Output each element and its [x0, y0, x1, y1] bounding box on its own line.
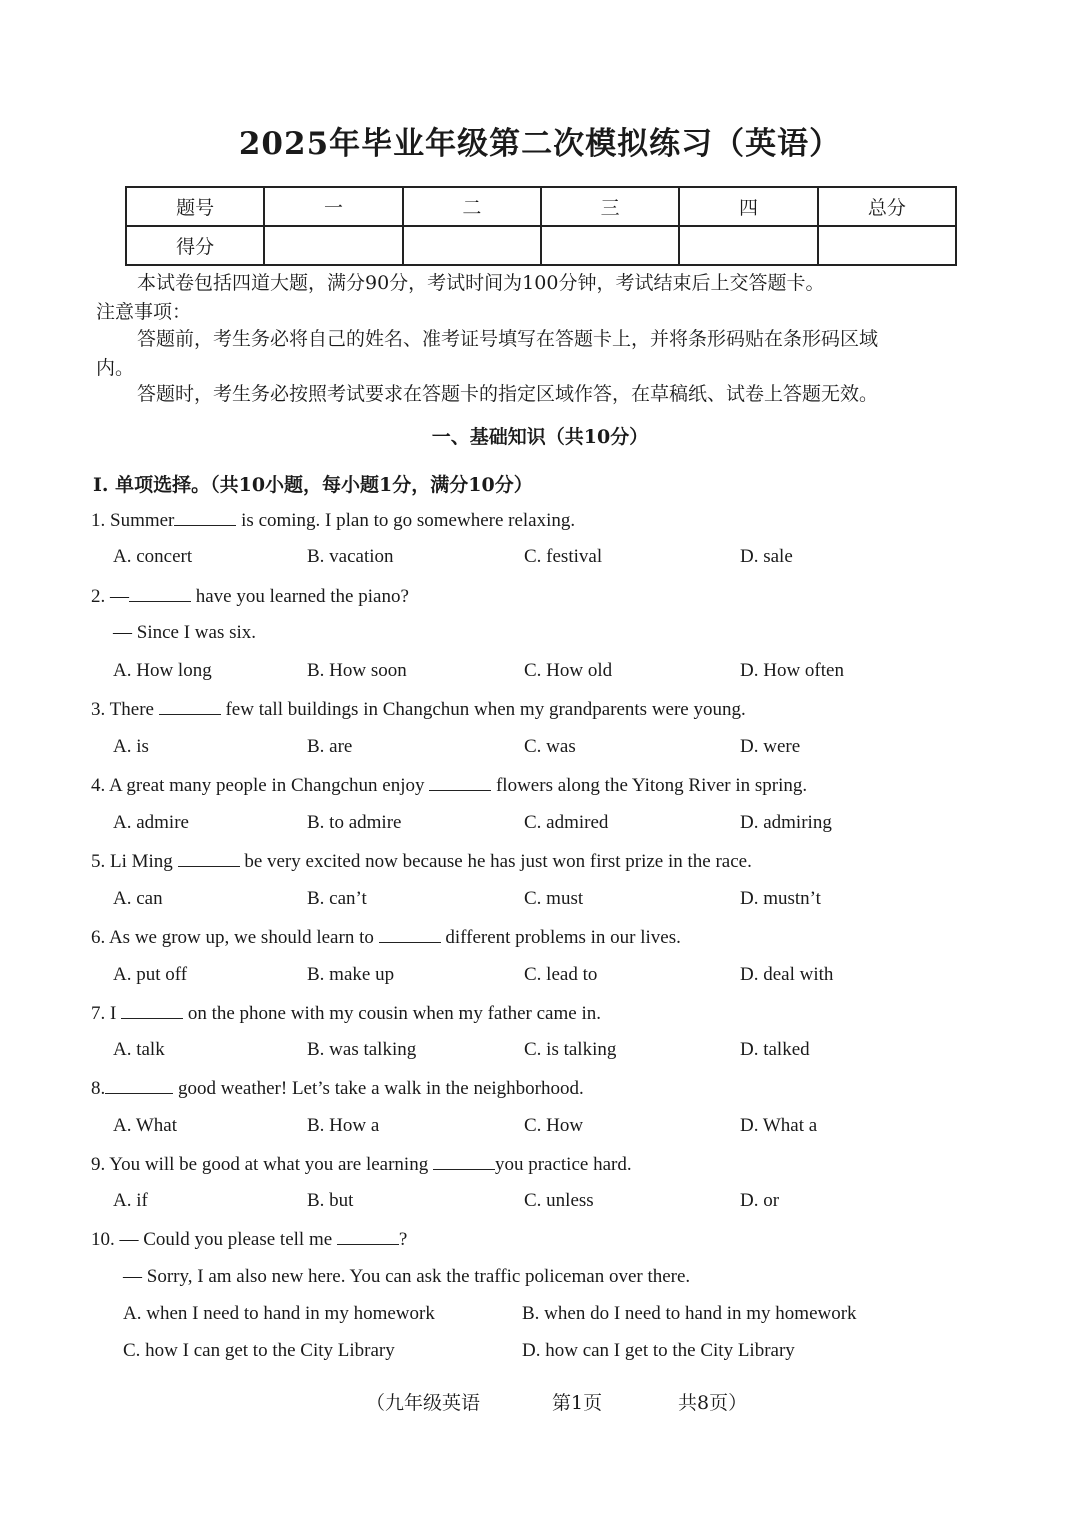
answer-blank [429, 774, 491, 791]
option-d: D. talked [740, 1039, 810, 1060]
option-b: B. but [307, 1190, 354, 1211]
score-cell-3: 三 [541, 187, 679, 226]
option-c: C. How old [524, 660, 613, 681]
answer-blank [105, 1077, 173, 1094]
score-input-cell [264, 226, 402, 265]
option-d: D. admiring [740, 812, 832, 833]
footer-total-pages: 共8页） [678, 1392, 748, 1414]
option-b: B. was talking [307, 1039, 417, 1060]
option-a: A. can [113, 888, 163, 909]
option-c: C. how I can get to the City Library [123, 1340, 395, 1361]
option-d: D. were [740, 736, 801, 757]
question-text: 6. As we grow up, we should learn to [91, 927, 379, 948]
option-d: D. mustn’t [740, 888, 821, 909]
option-a: A. when I need to hand in my homework [123, 1303, 435, 1324]
option-d: D. How often [740, 660, 844, 681]
option-c: C. must [524, 888, 584, 909]
score-table-score-row [126, 226, 956, 265]
option-a: A. concert [113, 546, 193, 567]
footer-subject: （九年级英语 [366, 1392, 481, 1414]
option-d: D. deal with [740, 964, 834, 985]
question-text: have you learned the piano? [191, 586, 409, 607]
question-text: 8. [91, 1078, 106, 1099]
question-text: 1. Summer [91, 510, 175, 531]
question-7 [91, 1002, 601, 1025]
option-c: C. admired [524, 812, 609, 833]
question-text: 5. Li Ming [91, 851, 178, 872]
question-text: 4. A great many people in Changchun enjoy [91, 775, 430, 796]
option-c: C. festival [524, 546, 603, 567]
option-c: C. unless [524, 1190, 594, 1211]
question-text: 3. There [91, 699, 159, 720]
option-a: A. talk [113, 1039, 165, 1060]
option-a: A. if [113, 1190, 148, 1211]
option-b: B. can’t [307, 888, 367, 909]
score-cell-4: 四 [679, 187, 817, 226]
score-input-cell [679, 226, 817, 265]
option-b: B. How soon [307, 660, 407, 681]
question-text: be very excited now because he has just won first prize in the race. [239, 851, 752, 872]
answer-blank [433, 1153, 495, 1170]
part-heading: I. 单项选择。（共10小题，每小题1分，满分10分） [93, 474, 533, 496]
question-6 [91, 926, 681, 949]
footer-page-number: 第1页 [552, 1392, 603, 1414]
answer-blank [337, 1228, 399, 1245]
option-a: A. put off [113, 964, 188, 985]
question-text: different problems in our lives. [440, 927, 681, 948]
score-cell-2: 二 [403, 187, 541, 226]
answer-blank [129, 585, 191, 602]
option-d: D. or [740, 1190, 780, 1211]
score-input-cell [541, 226, 679, 265]
option-a: A. How long [113, 660, 212, 681]
notice-1-continued: 内。 [96, 357, 135, 379]
notice-2: 答题时，考生务必按照考试要求在答题卡的指定区域作答，在草稿纸、试卷上答题无效。 [137, 383, 879, 405]
page-title: 2025年毕业年级第二次模拟练习（英语） [238, 126, 842, 162]
question-10-reply: — Sorry, I am also new here. You can ask the traffic policeman over there. [123, 1266, 691, 1287]
question-text: on the phone with my cousin when my father came in. [183, 1003, 601, 1024]
option-b: B. when do I need to hand in my homework [522, 1303, 857, 1324]
score-table [125, 186, 957, 266]
question-2 [91, 585, 409, 608]
question-text: is coming. I plan to go somewhere relaxing. [236, 510, 576, 531]
option-b: B. vacation [307, 546, 394, 567]
score-cell-1: 一 [264, 187, 402, 226]
option-b: B. are [307, 736, 353, 757]
option-b: B. make up [307, 964, 395, 985]
question-text: you practice hard. [494, 1154, 632, 1175]
notice-1: 答题前，考生务必将自己的姓名、准考证号填写在答题卡上，并将条形码贴在条形码区域 [137, 328, 879, 350]
option-a: A. is [113, 736, 149, 757]
notice-label: 注意事项： [96, 301, 192, 323]
question-3 [91, 698, 746, 721]
question-text: 2. — [91, 586, 129, 607]
option-b: B. How a [307, 1115, 380, 1136]
option-a: A. What [113, 1115, 178, 1136]
option-d: D. sale [740, 546, 793, 567]
answer-blank [121, 1002, 183, 1019]
answer-blank [379, 926, 441, 943]
score-row-label: 得分 [126, 226, 264, 265]
option-b: B. to admire [307, 812, 402, 833]
section-heading: 一、基础知识（共10分） [431, 426, 649, 448]
option-c: C. was [524, 736, 576, 757]
question-9 [91, 1153, 632, 1176]
score-input-cell [403, 226, 541, 265]
answer-blank [174, 509, 236, 526]
score-cell-label: 题号 [126, 187, 264, 226]
question-text: 7. I [91, 1003, 122, 1024]
question-1 [91, 509, 575, 532]
question-4 [91, 774, 807, 797]
question-text: good weather! Let’s take a walk in the neighborhood. [173, 1078, 584, 1099]
option-c: C. How [524, 1115, 584, 1136]
score-input-cell [818, 226, 956, 265]
answer-blank [178, 850, 240, 867]
question-8 [91, 1077, 584, 1100]
score-cell-total: 总分 [818, 187, 956, 226]
question-text: flowers along the Yitong River in spring. [491, 775, 808, 796]
question-text: 9. You will be good at what you are learning [91, 1154, 433, 1175]
question-10 [91, 1228, 407, 1251]
option-d: D. how can I get to the City Library [522, 1340, 795, 1361]
question-2-reply: — Since I was six. [113, 622, 257, 643]
question-text: few tall buildings in Changchun when my grandparents were young. [220, 699, 746, 720]
option-c: C. is talking [524, 1039, 617, 1060]
answer-blank [159, 698, 221, 715]
option-c: C. lead to [524, 964, 598, 985]
intro-text: 本试卷包括四道大题，满分90分，考试时间为100分钟，考试结束后上交答题卡。 [137, 272, 825, 294]
question-5 [91, 850, 752, 873]
question-text: 10. — Could you please tell me [91, 1229, 337, 1250]
score-table-header-row [126, 187, 956, 226]
option-d: D. What a [740, 1115, 818, 1136]
option-a: A. admire [113, 812, 189, 833]
question-text: ? [398, 1229, 408, 1250]
